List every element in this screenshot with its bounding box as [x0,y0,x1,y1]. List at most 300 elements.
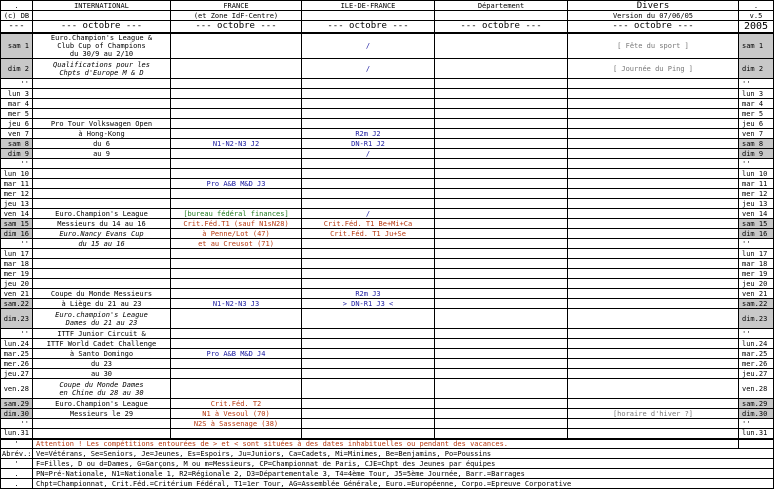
ile-de-france-cell [302,239,435,249]
france-cell [171,339,302,349]
divers-cell [568,159,739,169]
day-label-left: sam 15 [1,219,33,229]
france-cell [171,249,302,259]
day-label-right: mar 18 [739,259,774,269]
day-row [1,109,774,119]
divers-cell [568,399,739,409]
day-label-right: mar 4 [739,99,774,109]
divers-cell [568,349,739,359]
day-row [1,199,774,209]
day-row [1,339,774,349]
departement-cell [435,419,568,429]
abbrev-dot-1: ' [1,459,33,469]
divers-cell [568,289,739,299]
international-cell: du 15 au 16 [33,239,171,249]
france-cell [171,279,302,289]
day-row [1,429,774,439]
international-cell: à Hong-Kong [33,129,171,139]
day-row [1,219,774,229]
international-cell [33,169,171,179]
departement-cell [435,289,568,299]
france-cell: Pro A&B M&D J4 [171,349,302,359]
ile-de-france-cell: > DN-R1 J3 < [302,299,435,309]
france-subtitle: (et Zone IdF-Centre) [171,11,302,21]
international-cell: Euro.Champion's League [33,209,171,219]
international-cell: du 23 [33,359,171,369]
departement-cell [435,219,568,229]
international-cell: Coupe du Monde Messieurs [33,289,171,299]
day-label-right: '' [739,79,774,89]
day-label-right: mer 5 [739,109,774,119]
france-cell [171,189,302,199]
day-label-left: mar 4 [1,99,33,109]
france-cell [171,269,302,279]
day-label-left: '' [1,329,33,339]
departement-subtitle [435,11,568,21]
day-label-right: lun 10 [739,169,774,179]
day-label-left: mer 5 [1,109,33,119]
departement-cell [435,269,568,279]
international-cell: ITTF Junior Circuit & [33,329,171,339]
day-label-left: ven 21 [1,289,33,299]
day-label-right: jeu 20 [739,279,774,289]
day-label-right: dim 16 [739,229,774,239]
day-label-left: lun 3 [1,89,33,99]
divers-cell [568,79,739,89]
ile-de-france-cell [302,99,435,109]
day-row [1,209,774,219]
ile-de-france-cell: / [302,149,435,159]
divers-cell [568,239,739,249]
international-subtitle [33,11,171,21]
day-label-left: mer.26 [1,359,33,369]
ile-de-france-cell: DN-R1 J2 [302,139,435,149]
departement-cell [435,239,568,249]
version-number: v.5 [739,11,774,21]
day-label-left: lun.31 [1,429,33,439]
departement-cell [435,129,568,139]
departement-cell [435,169,568,179]
departement-cell [435,199,568,209]
departement-cell [435,99,568,109]
divers-cell [568,89,739,99]
ile-de-france-cell [302,249,435,259]
france-cell: Pro A&B M&D J3 [171,179,302,189]
international-cell: du 6 [33,139,171,149]
day-row [1,149,774,159]
ile-de-france-cell [302,309,435,329]
day-label-right: '' [739,239,774,249]
international-cell [33,199,171,209]
divers-cell: [ Fête du sport ] [568,33,739,59]
day-row [1,119,774,129]
day-row [1,179,774,189]
france-cell [171,199,302,209]
month-dash: --- [1,21,33,34]
day-label-left: ven.28 [1,379,33,399]
departement-cell [435,329,568,339]
international-cell: au 30 [33,369,171,379]
day-label-left: dim 16 [1,229,33,239]
international-cell [33,89,171,99]
day-row [1,169,774,179]
day-label-right: jeu 13 [739,199,774,209]
day-label-left: lun 17 [1,249,33,259]
international-cell: Euro.Champion's League & Club Cup of Champions du 30/9 au 2/10 [33,33,171,59]
departement-cell [435,89,568,99]
day-row [1,249,774,259]
departement-cell [435,209,568,219]
departement-cell [435,139,568,149]
divers-cell [568,309,739,329]
day-row [1,419,774,429]
international-cell [33,259,171,269]
france-cell: Crit.Féd. T2 [171,399,302,409]
divers-cell [568,109,739,119]
departement-cell [435,259,568,269]
departement-cell [435,189,568,199]
ile-de-france-cell: Crit.Féd. T1 Ju+Se [302,229,435,239]
day-label-left: mar.25 [1,349,33,359]
ile-de-france-cell: Crit.Féd. T1 Be+Mi+Ca [302,219,435,229]
copyright-label: (c) DB [1,11,33,21]
france-cell [171,429,302,439]
france-cell [171,169,302,179]
day-label-right: dim.23 [739,309,774,329]
ile-de-france-cell [302,259,435,269]
divers-cell [568,139,739,149]
day-label-left: mer 19 [1,269,33,279]
ile-de-france-cell: R2m J2 [302,129,435,139]
day-row [1,409,774,419]
international-cell [33,279,171,289]
france-cell: N1 à Vesoul (70) [171,409,302,419]
day-row [1,269,774,279]
day-row [1,139,774,149]
france-cell [171,329,302,339]
abbrev-dot-2: . [1,469,33,479]
ile-de-france-cell [302,409,435,419]
day-label-right: ven 7 [739,129,774,139]
departement-cell [435,79,568,89]
day-label-left: '' [1,239,33,249]
day-label-right: ven 14 [739,209,774,219]
international-cell [33,109,171,119]
divers-cell [568,249,739,259]
ile-de-france-cell [302,269,435,279]
abbrev-line-3: PN=Pré-Nationale, N1=Nationale 1, R2=Régionale 2, D3=Départementale 3, T4=4ème Tour, J5=5ème Journée, Barr.=Barrages [33,469,774,479]
day-label-right: '' [739,419,774,429]
day-label-left: mar 18 [1,259,33,269]
day-label-right: mar.25 [739,349,774,359]
divers-cell: [horaire d'hiver ?] [568,409,739,419]
international-cell [33,189,171,199]
day-row [1,359,774,369]
france-cell [171,359,302,369]
day-label-right: jeu.27 [739,369,774,379]
divers-cell: [ Journée du Ping ] [568,59,739,79]
abbrev-line-2: F=Filles, D ou d=Dames, G=Garçons, M ou m=Messieurs, CP=Championnat de Paris, CJE=Chpt des Jeunes par équipes [33,459,774,469]
departement-cell [435,399,568,409]
abbrev-line-1: Ve=Vétérans, Se=Seniors, Je=Jeunes, Es=Espoirs, Ju=Juniors, Ca=Cadets, Mi=Minimes, Be=Benjamins, Po=Poussins [33,449,774,459]
month-france: --- octobre --- [171,21,302,34]
international-cell: Qualifications pour les Chpts d'Europe M & D [33,59,171,79]
france-cell: N2S à Sassenage (38) [171,419,302,429]
international-cell: au 9 [33,149,171,159]
france-cell [171,79,302,89]
day-row [1,89,774,99]
header-row-subtitles [1,11,774,21]
divers-cell [568,179,739,189]
ile-de-france-cell [302,119,435,129]
day-row [1,33,774,59]
ile-de-france-cell: R2m J3 [302,289,435,299]
france-cell [171,309,302,329]
day-label-right: lun 3 [739,89,774,99]
ile-de-france-cell [302,89,435,99]
international-cell: à Liège du 21 au 23 [33,299,171,309]
international-cell: Euro.champion's League Dames du 21 au 23 [33,309,171,329]
international-cell [33,249,171,259]
day-label-right: lun.31 [739,429,774,439]
version-label: Version du 07/06/05 [568,11,739,21]
day-row [1,279,774,289]
departement-cell [435,109,568,119]
day-label-right: '' [739,159,774,169]
international-cell: Euro.Nancy Evans Cup [33,229,171,239]
abbrev-dot-3: . [1,479,33,489]
divers-cell [568,299,739,309]
divers-cell [568,189,739,199]
france-cell [171,369,302,379]
france-cell [171,89,302,99]
ile-de-france-cell [302,169,435,179]
abbrev-row-4 [1,479,774,489]
international-cell [33,179,171,189]
day-label-left: dim.23 [1,309,33,329]
day-label-right: mer.26 [739,359,774,369]
day-label-left: jeu 13 [1,199,33,209]
france-cell: N1-N2-N3 J2 [171,139,302,149]
year-label: 2005 [739,21,774,34]
ile-de-france-cell [302,339,435,349]
international-cell: Messieurs du 14 au 16 [33,219,171,229]
day-label-right: dim 2 [739,59,774,79]
departement-cell [435,409,568,419]
ile-de-france-cell [302,109,435,119]
column-header-international: INTERNATIONAL [33,1,171,11]
france-cell [171,159,302,169]
ile-de-france-cell [302,189,435,199]
divers-cell [568,99,739,109]
ile-de-france-cell [302,369,435,379]
day-label-left: lun.24 [1,339,33,349]
departement-cell [435,33,568,59]
departement-cell [435,119,568,129]
france-cell [171,33,302,59]
day-label-left: lun 10 [1,169,33,179]
divers-cell [568,129,739,139]
france-cell: et au Creusot (71) [171,239,302,249]
day-label-right: dim.30 [739,409,774,419]
international-cell [33,269,171,279]
day-label-left: dim 2 [1,59,33,79]
day-label-right: lun 17 [739,249,774,259]
ile-de-france-cell [302,199,435,209]
international-cell [33,419,171,429]
france-cell [171,59,302,79]
divers-cell [568,429,739,439]
day-label-right: ven.28 [739,379,774,399]
day-label-left: sam 1 [1,33,33,59]
abbrev-row-3 [1,469,774,479]
divers-cell [568,209,739,219]
day-label-right: sam 8 [739,139,774,149]
divers-cell [568,269,739,279]
international-cell: Messieurs le 29 [33,409,171,419]
ile-de-france-cell [302,359,435,369]
day-label-left: '' [1,79,33,89]
france-cell [171,129,302,139]
abbrev-line-4: Chpt=Championnat, Crit.Féd.=Critérium Fédéral, T1=1er Tour, AG=Assemblée Générale, Euro.=Européenne, Corpo.=Epreuve Corporative [33,479,774,489]
departement-cell [435,369,568,379]
ile-de-france-cell [302,329,435,339]
international-cell [33,79,171,89]
column-header-france: FRANCE [171,1,302,11]
divers-cell [568,339,739,349]
day-label-right: lun.24 [739,339,774,349]
departement-cell [435,379,568,399]
divers-cell [568,329,739,339]
departement-cell [435,299,568,309]
departement-cell [435,339,568,349]
day-label-right: '' [739,329,774,339]
departement-cell [435,149,568,159]
month-ile-de-france: --- octobre --- [302,21,435,34]
ile-de-france-cell [302,429,435,439]
day-row [1,369,774,379]
international-cell: Euro.Champion's League [33,399,171,409]
ile-de-france-cell [302,279,435,289]
header-row-month [1,21,774,34]
month-departement: --- octobre --- [435,21,568,34]
day-row [1,379,774,399]
france-cell [171,259,302,269]
ile-de-france-cell [302,159,435,169]
ile-de-france-cell: / [302,59,435,79]
day-label-left: sam.22 [1,299,33,309]
day-row [1,79,774,89]
day-row [1,329,774,339]
day-label-left: sam.29 [1,399,33,409]
ile-de-france-cell [302,399,435,409]
day-label-right: sam.29 [739,399,774,409]
divers-cell [568,219,739,229]
international-cell [33,159,171,169]
france-cell [171,99,302,109]
corner-dot-right: . [739,1,774,11]
ile-de-france-cell [302,179,435,189]
idf-subtitle [302,11,435,21]
departement-cell [435,179,568,189]
column-header-divers: Divers [568,1,739,11]
day-row [1,349,774,359]
divers-cell [568,169,739,179]
day-row [1,309,774,329]
abbrev-row-2 [1,459,774,469]
departement-cell [435,279,568,289]
international-cell: Coupe du Monde Dames en Chine du 28 au 30 [33,379,171,399]
month-divers: --- octobre --- [568,21,739,34]
france-cell [171,379,302,399]
divers-cell [568,359,739,369]
day-label-right: sam 1 [739,33,774,59]
day-label-left: dim 9 [1,149,33,159]
ile-de-france-cell [302,349,435,359]
divers-cell [568,199,739,209]
day-row [1,239,774,249]
divers-cell [568,259,739,269]
departement-cell [435,59,568,79]
ile-de-france-cell: / [302,209,435,219]
international-cell: ITTF World Cadet Challenge [33,339,171,349]
divers-cell [568,229,739,239]
day-row [1,159,774,169]
ile-de-france-cell [302,79,435,89]
day-label-right: mar 11 [739,179,774,189]
international-cell: à Santo Domingo [33,349,171,359]
day-row [1,129,774,139]
ile-de-france-cell [302,419,435,429]
day-label-left: ven 7 [1,129,33,139]
day-label-right: sam.22 [739,299,774,309]
france-cell [171,109,302,119]
month-international: --- octobre --- [33,21,171,34]
day-label-left: ven 14 [1,209,33,219]
day-label-right: jeu 6 [739,119,774,129]
divers-cell [568,279,739,289]
header-row-titles [1,1,774,11]
departement-cell [435,249,568,259]
day-label-left: sam 8 [1,139,33,149]
france-cell: N1-N2-N3 J3 [171,299,302,309]
divers-cell [568,369,739,379]
france-cell: [bureau fédéral finances] [171,209,302,219]
departement-cell [435,159,568,169]
abbrev-row-1 [1,449,774,459]
day-row [1,189,774,199]
day-label-left: mer 12 [1,189,33,199]
departement-cell [435,349,568,359]
notes-row [1,439,774,449]
notes-dot-right [739,439,774,449]
departement-cell [435,309,568,329]
day-label-left: '' [1,419,33,429]
attention-note: Attention ! Les compétitions entourées de > et < sont situées à des dates inhabituelles ou pendant des vacances. [33,439,739,449]
day-label-right: mer 12 [739,189,774,199]
france-cell: à Penne/Lot (47) [171,229,302,239]
france-cell: Crit.Féd.T1 (sauf N1sN28) [171,219,302,229]
column-header-ile-de-france: ILE-DE-FRANCE [302,1,435,11]
day-label-left: jeu 20 [1,279,33,289]
divers-cell [568,149,739,159]
day-row [1,399,774,409]
notes-dot: ' [1,439,33,449]
france-cell [171,149,302,159]
international-cell [33,429,171,439]
corner-dot-left: . [1,1,33,11]
day-row [1,59,774,79]
